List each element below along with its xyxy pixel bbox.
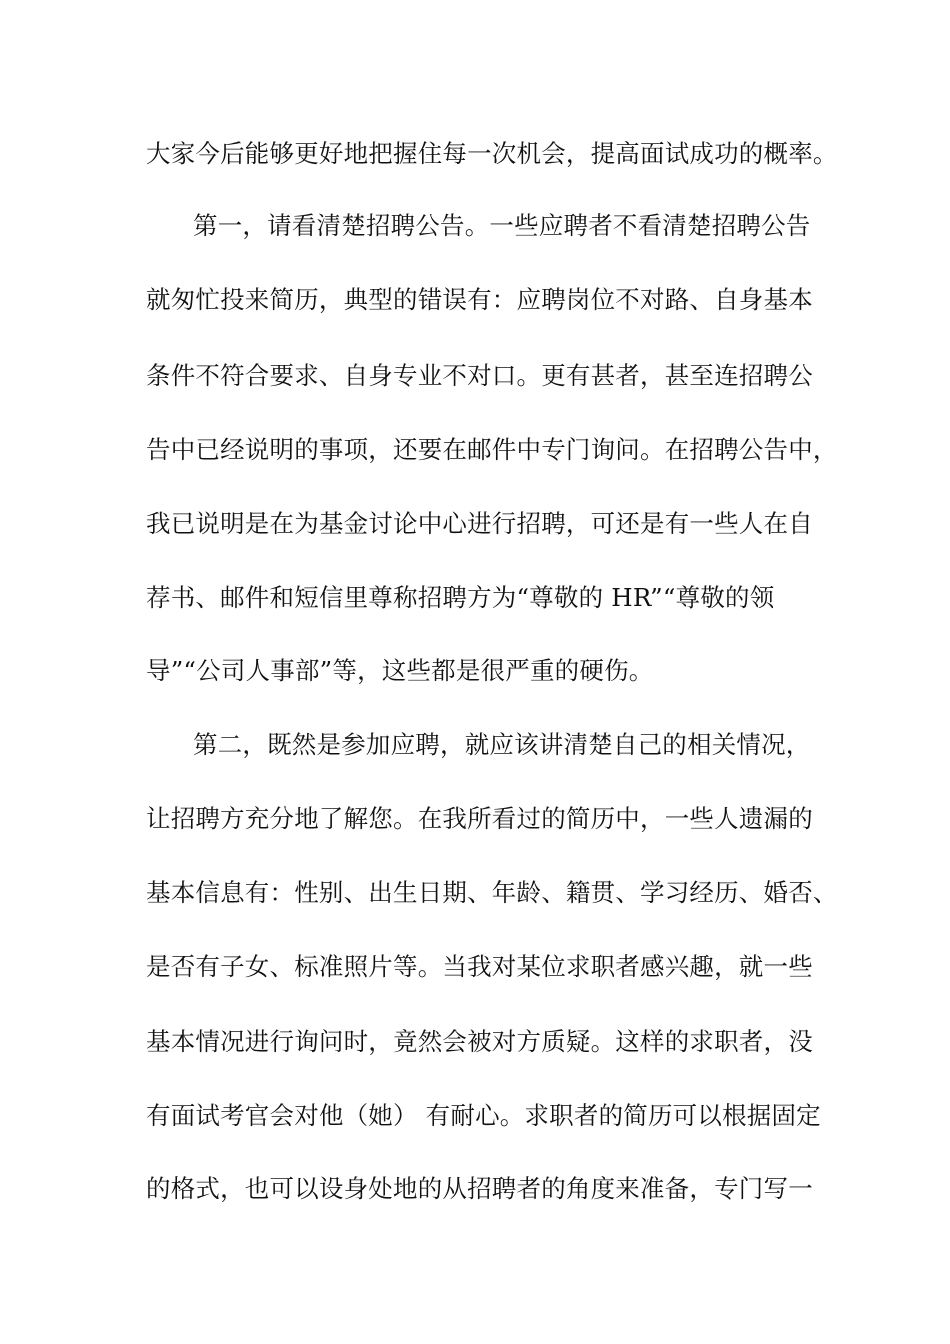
text-line: 基本信息有：性别、出生日期、年龄、籍贯、学习经历、婚否、 [146, 878, 838, 907]
text-line: 告中已经说明的事项，还要在邮件中专门询问。在招聘公告中， [146, 435, 838, 464]
text-line: 的格式，也可以设身处地的从招聘者的角度来准备，专门写一 [146, 1174, 813, 1203]
text-line: 有面试考官会对他（她） 有耐心。求职者的简历可以根据固定 [146, 1101, 821, 1130]
text-line: 就匆忙投来简历，典型的错误有：应聘岗位不对路、自身基本 [146, 285, 813, 314]
text-line: 大家今后能够更好地把握住每一次机会，提高面试成功的概率。 [146, 139, 838, 168]
text-line: 条件不符合要求、自身专业不对口。更有甚者，甚至连招聘公 [146, 361, 813, 390]
text-line: 基本情况进行询问时，竟然会被对方质疑。这样的求职者，没 [146, 1027, 813, 1056]
text-line: 是否有子女、标准照片等。当我对某位求职者感兴趣，就一些 [146, 952, 813, 981]
text-line: 让招聘方充分地了解您。在我所看过的简历中，一些人遗漏的 [146, 804, 813, 833]
paragraph-first-line: 第二，既然是参加应聘，就应该讲清楚自己的相关情况， [193, 730, 811, 759]
text-line: 荐书、邮件和短信里尊称招聘方为“尊敬的 HR”“尊敬的领 [146, 583, 775, 612]
paragraph-first-line: 第一，请看清楚招聘公告。一些应聘者不看清楚招聘公告 [193, 211, 811, 240]
text-line: 我已说明是在为基金讨论中心进行招聘，可还是有一些人在自 [146, 509, 813, 538]
text-line: 导”“公司人事部”等，这些都是很严重的硬伤。 [146, 656, 654, 685]
